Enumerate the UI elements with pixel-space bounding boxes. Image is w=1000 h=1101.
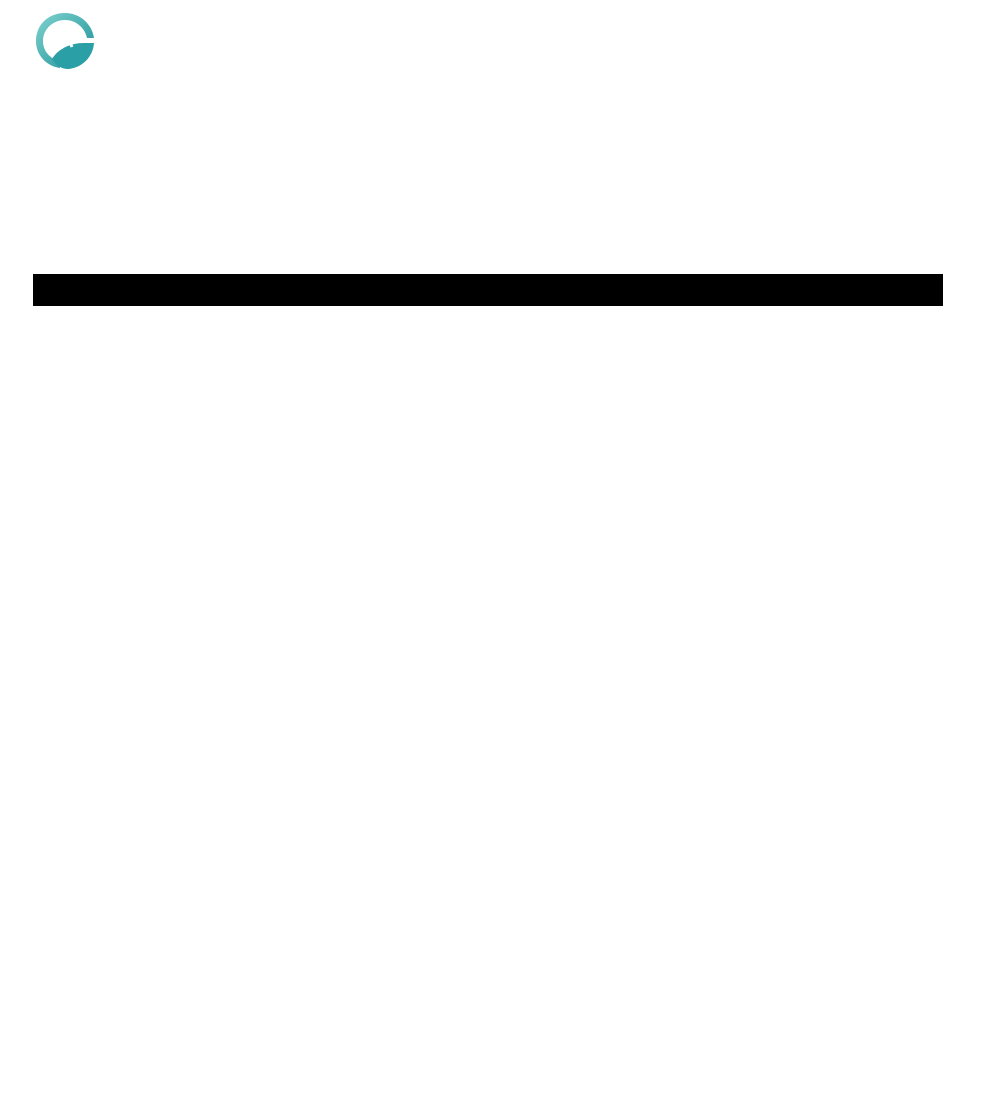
header-tc3-ai [496,290,531,306]
group-header-row [33,274,969,290]
header-tap-rec [805,290,842,306]
group-header-tc2 [441,274,496,290]
fab-logo [32,9,232,71]
header-as [694,290,713,306]
header-number [33,290,56,306]
group-header-blank [943,274,969,290]
header-pts [409,290,441,306]
group-header-tl [562,274,617,290]
header-per [737,290,767,306]
group-header-tc3 [496,274,562,290]
header-ofe [643,290,669,306]
header-fal-rec [877,290,912,306]
header-tap-com [767,290,805,306]
stats-table-home [33,274,969,306]
group-header-fal [841,274,911,290]
header-tl-ai [562,290,597,306]
group-header-blank [33,274,441,290]
header-fal-com [841,290,877,306]
header-nombre [56,290,359,306]
group-header-reb [617,274,767,290]
header-tot [669,290,694,306]
header-blank [943,290,969,306]
header-var [912,290,943,306]
column-header-row [33,290,969,306]
group-header-blank [912,274,943,290]
header-tc2-ai [441,290,476,306]
header-tl-pct [596,290,617,306]
header-rec [713,290,737,306]
header-min [359,290,409,306]
basketball-logo-icon [32,9,98,71]
header-tc3-pct [531,290,562,306]
header-tc2-pct [476,290,497,306]
group-header-tap [767,274,841,290]
header-def [617,290,643,306]
